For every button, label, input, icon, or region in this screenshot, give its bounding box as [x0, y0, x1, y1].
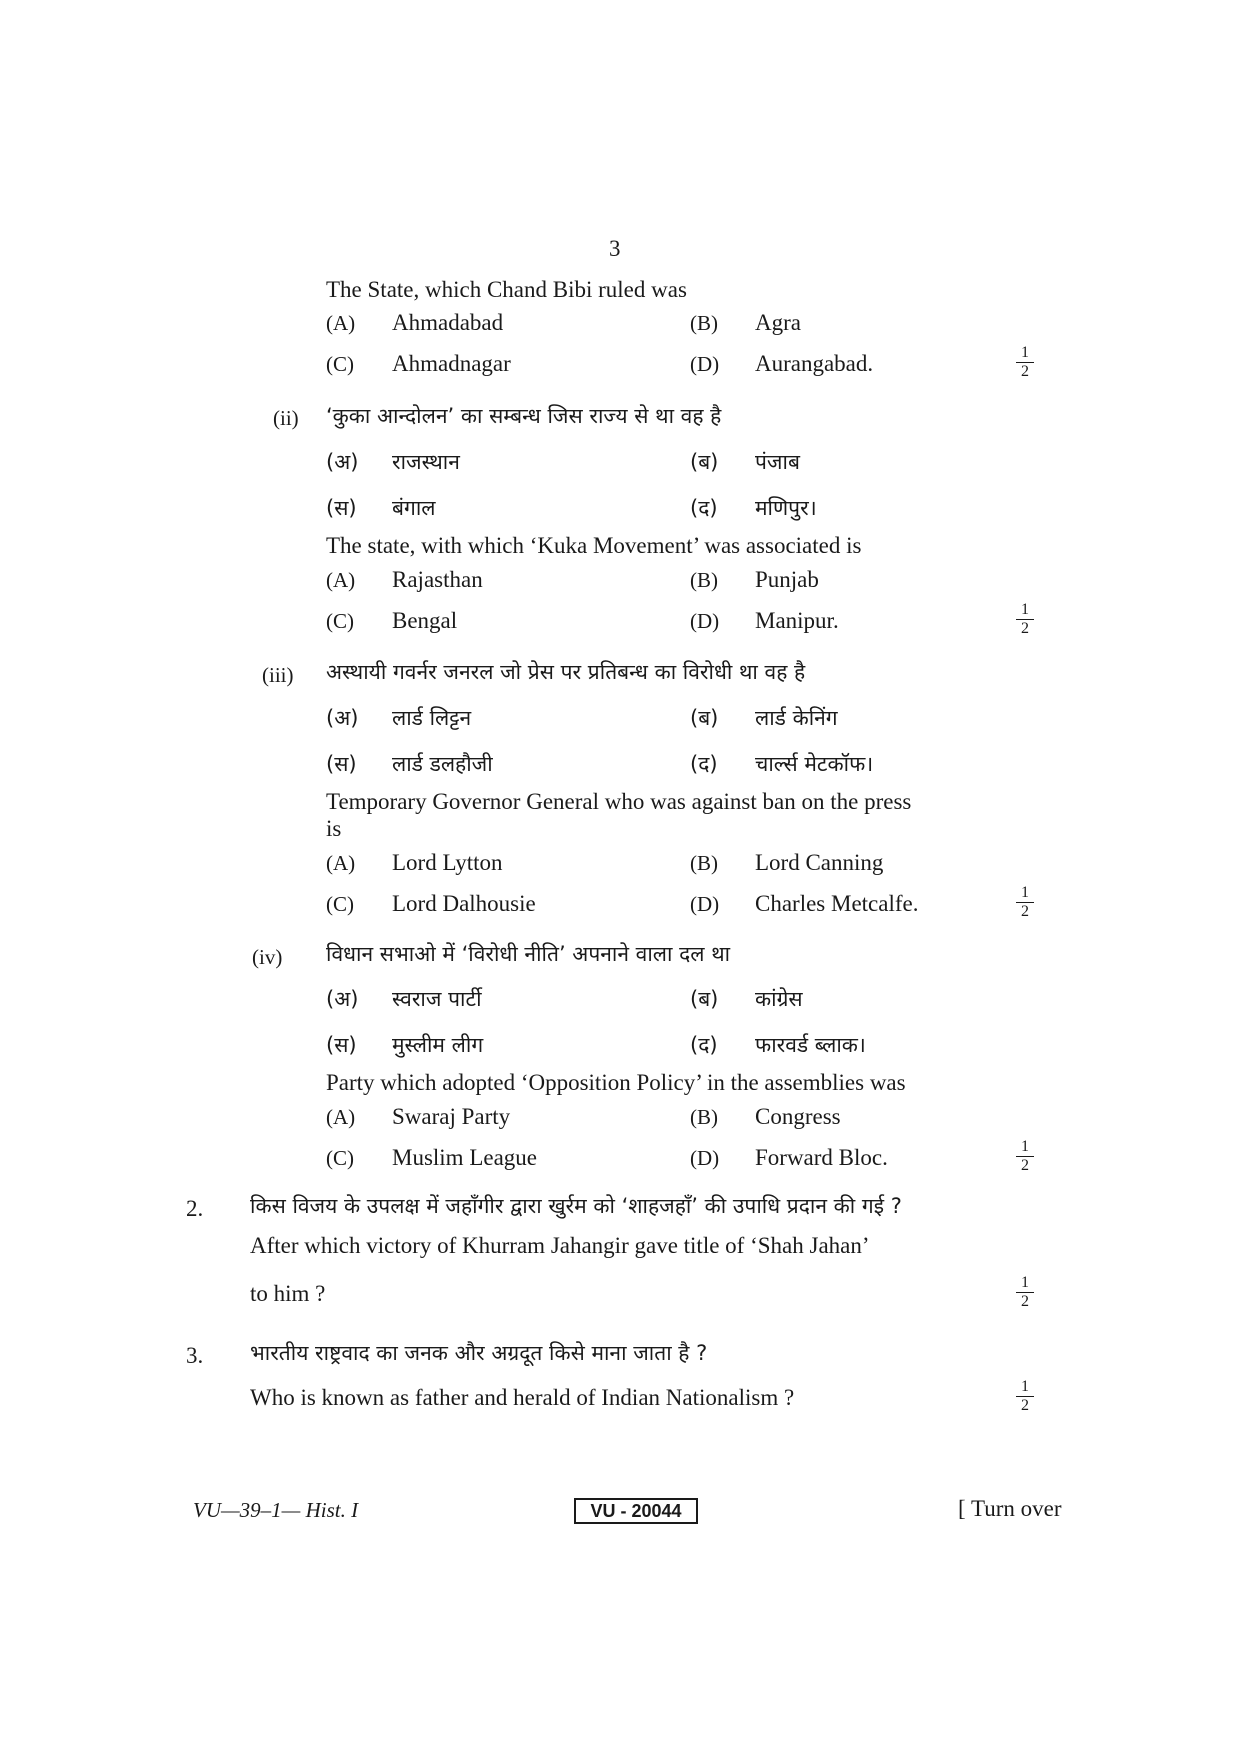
q1iv-hi-b: कांग्रेस — [755, 987, 803, 1011]
q1ii-en-b: Punjab — [755, 567, 819, 592]
marks-q1iii: $\frac{1}{2}$ — [1016, 885, 1034, 920]
q1i-en-d-label: (D) — [690, 352, 720, 376]
q2-en-line1: After which victory of Khurram Jahangir gave title of ‘Shah Jahan’ — [250, 1233, 870, 1258]
q1iv-hi-c-label: (स) — [326, 1033, 357, 1057]
q1ii-en-b-label: (B) — [690, 568, 718, 592]
q1iii-number: (iii) — [262, 663, 294, 687]
q2-hi: किस विजय के उपलक्ष में जहाँगीर द्वारा खुर्रम को ‘शाहजहाँ’ की उपाधि प्रदान की गई ? — [250, 1194, 902, 1218]
q1iii-en-a-label: (A) — [326, 851, 356, 875]
marks-q3: $\frac{1}{2}$ — [1016, 1379, 1034, 1414]
q1i-en-b-label: (B) — [690, 311, 718, 335]
q1ii-en-c-label: (C) — [326, 609, 354, 633]
q2-en-line2: to him ? — [250, 1281, 326, 1306]
marks-q1ii: $\frac{1}{2}$ — [1016, 602, 1034, 637]
q1iii-en-c: Lord Dalhousie — [392, 891, 536, 916]
q1iii-hi-a-label: (अ) — [326, 706, 359, 730]
q1ii-hi-a: राजस्थान — [392, 450, 460, 474]
footer-paper-code: VU—39–1— Hist. I — [193, 1498, 359, 1522]
q1iv-en-a-label: (A) — [326, 1105, 356, 1129]
q1ii-hi-a-label: (अ) — [326, 450, 359, 474]
q1iii-en-c-label: (C) — [326, 892, 354, 916]
q1iii-en-a: Lord Lytton — [392, 850, 503, 875]
q1ii-en-c: Bengal — [392, 608, 458, 633]
q1ii-en-a: Rajasthan — [392, 567, 483, 592]
q3-en: Who is known as father and herald of Indian Nationalism ? — [250, 1385, 795, 1410]
footer-exam-code-box: VU - 20044 — [574, 1498, 698, 1524]
q1iii-hi-c: लार्ड डलहौजी — [392, 752, 493, 776]
q3-number: 3. — [186, 1343, 204, 1368]
marks-q1i: $\frac{1}{2}$ — [1016, 345, 1034, 380]
q1i-en-stem: The State, which Chand Bibi ruled was — [326, 277, 687, 302]
q1i-en-c-label: (C) — [326, 352, 354, 376]
q1iii-en-d-label: (D) — [690, 892, 720, 916]
q1ii-hi-c: बंगाल — [392, 496, 436, 520]
q1iii-en-stem-line1: Temporary Governor General who was against ban on the press — [326, 789, 912, 814]
q1iii-hi-d: चार्ल्स मेटकॉफ। — [755, 752, 874, 776]
q1i-en-a-label: (A) — [326, 311, 356, 335]
q1iv-en-b: Congress — [755, 1104, 841, 1129]
q1iii-en-stem-line2: is — [326, 816, 342, 841]
q1iii-hi-stem: अस्थायी गवर्नर जनरल जो प्रेस पर प्रतिबन्ध का विरोधी था वह है — [326, 660, 806, 684]
q1ii-en-a-label: (A) — [326, 568, 356, 592]
q1iv-en-d-label: (D) — [690, 1146, 720, 1170]
q1iii-hi-b: लार्ड केनिंग — [755, 706, 838, 730]
q2-number: 2. — [186, 1196, 204, 1221]
q1i-en-a: Ahmadabad — [392, 310, 504, 335]
q1i-en-c: Ahmadnagar — [392, 351, 511, 376]
q1iv-en-c-label: (C) — [326, 1146, 354, 1170]
q1iv-number: (iv) — [252, 945, 283, 969]
page-number: 3 — [609, 236, 621, 261]
q1ii-hi-c-label: (स) — [326, 496, 357, 520]
q1iv-hi-a-label: (अ) — [326, 987, 359, 1011]
q1ii-en-d: Manipur. — [755, 608, 839, 633]
q1ii-hi-b-label: (ब) — [690, 450, 719, 474]
q1ii-hi-stem: ‘कुका आन्दोलन’ का सम्बन्ध जिस राज्य से था वह है — [326, 404, 722, 428]
q1iv-en-a: Swaraj Party — [392, 1104, 511, 1129]
q1iv-en-d: Forward Bloc. — [755, 1145, 888, 1170]
q1iv-hi-a: स्वराज पार्टी — [392, 987, 482, 1011]
q1ii-hi-d-label: (द) — [690, 496, 718, 520]
q1ii-hi-d: मणिपुर। — [755, 496, 817, 520]
q1iv-en-b-label: (B) — [690, 1105, 718, 1129]
q1iii-en-d: Charles Metcalfe. — [755, 891, 919, 916]
marks-q2: $\frac{1}{2}$ — [1016, 1275, 1034, 1310]
q1iii-en-b-label: (B) — [690, 851, 718, 875]
q1ii-number: (ii) — [273, 406, 299, 430]
q1iv-en-c: Muslim League — [392, 1145, 537, 1170]
q1i-en-d: Aurangabad. — [755, 351, 874, 376]
q3-hi: भारतीय राष्ट्रवाद का जनक और अग्रदूत किसे माना जाता है ? — [250, 1341, 708, 1365]
q1iv-hi-c: मुस्लीम लीग — [392, 1033, 484, 1057]
q1ii-en-stem: The state, with which ‘Kuka Movement’ was associated is — [326, 533, 862, 558]
q1iii-hi-b-label: (ब) — [690, 706, 719, 730]
q1iii-en-b: Lord Canning — [755, 850, 884, 875]
marks-q1iv: $\frac{1}{2}$ — [1016, 1139, 1034, 1174]
q1iv-hi-b-label: (ब) — [690, 987, 719, 1011]
q1ii-en-d-label: (D) — [690, 609, 720, 633]
q1iii-hi-c-label: (स) — [326, 752, 357, 776]
q1iv-hi-d-label: (द) — [690, 1033, 718, 1057]
q1iv-hi-d: फारवर्ड ब्लाक। — [755, 1033, 866, 1057]
q1i-en-b: Agra — [755, 310, 801, 335]
q1iii-hi-a: लार्ड लिट्टन — [392, 706, 472, 730]
q1iv-en-stem: Party which adopted ‘Opposition Policy’ in the assemblies was — [326, 1070, 906, 1095]
footer-turn-over: [ Turn over — [958, 1496, 1062, 1521]
q1iii-hi-d-label: (द) — [690, 752, 718, 776]
q1iv-hi-stem: विधान सभाओ में ‘विरोधी नीति’ अपनाने वाला दल था — [326, 942, 731, 966]
q1ii-hi-b: पंजाब — [755, 450, 800, 474]
